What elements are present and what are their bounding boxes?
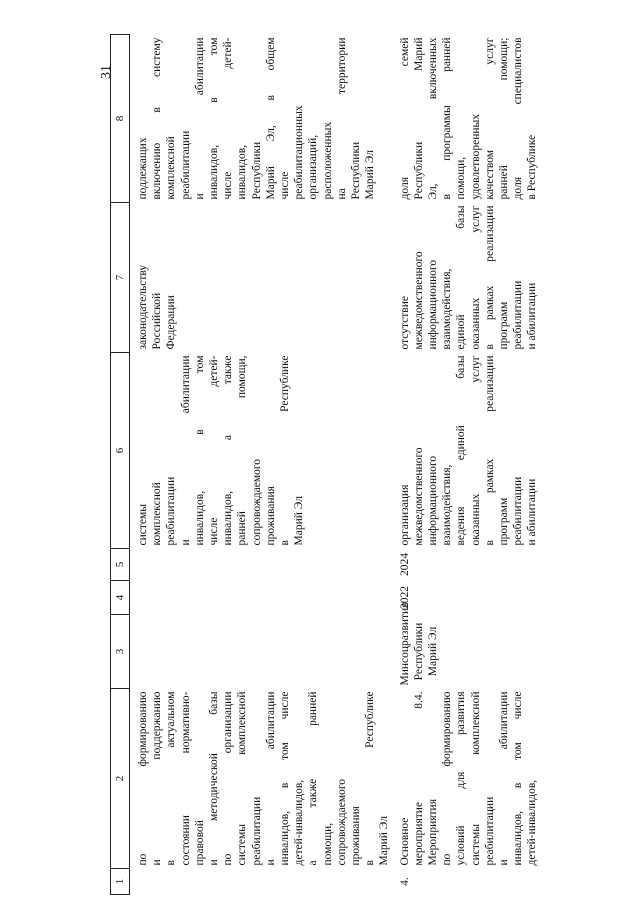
text-line: реабилитации (179, 130, 192, 200)
text-line: Эл, включенных (427, 37, 440, 200)
text-line: Марий Эл (378, 816, 391, 866)
text-line: в рамках реализации (483, 205, 496, 350)
column-header: 8 (111, 35, 130, 203)
column-header: 2 (111, 689, 130, 869)
column-header: 1 (111, 869, 130, 895)
text-line: и абилитации (526, 478, 539, 546)
text-line: по формированию (137, 691, 149, 866)
text-line: инвалидов, в том числе (279, 691, 292, 866)
text-line: детей-инвалидов, (293, 779, 306, 866)
text-line: мероприятие 8.4. (412, 691, 425, 866)
text-line: в Республике (364, 691, 377, 866)
text-line: и абилитации (264, 691, 277, 866)
text-line: организаций, (307, 134, 320, 200)
text-line: организация (398, 484, 411, 546)
text-line: Республики Марий (412, 37, 425, 200)
text-line: инвалидов, (236, 144, 249, 200)
text-line: реабилитации (483, 796, 496, 866)
text-line: ранней помощи, (236, 355, 249, 546)
text-line: реабилитации (165, 476, 178, 546)
text-line: информационного (427, 259, 440, 350)
text-line: программ (498, 301, 511, 350)
column-header: 6 (111, 353, 130, 549)
text-line: правовой (193, 820, 206, 866)
text-line: числе детей- (222, 37, 235, 200)
text-line: Марий Эл (293, 496, 306, 546)
text-line: Марий Эл (427, 626, 440, 677)
text-line: Республики (250, 141, 263, 200)
column-header: 4 (111, 581, 130, 615)
text-line: оказанных услуг (469, 355, 482, 546)
text-line: межведомственного (412, 251, 425, 350)
table-row-4 (398, 35, 540, 895)
cell-number: 4. (398, 877, 411, 886)
text-line: доля семей (398, 37, 411, 200)
text-line: и поддержанию (151, 691, 164, 866)
text-line: а также ранней (307, 691, 320, 866)
text-line: инвалидов, а также (222, 355, 235, 546)
table-header-row (111, 35, 130, 895)
text-line: состоянии нормативно- (179, 691, 192, 866)
text-line: включению в систему (151, 37, 164, 200)
text-line: системы комплексной (469, 691, 482, 866)
text-line: числе детей- (208, 355, 221, 546)
text-line: реабилитационных (293, 105, 306, 200)
text-line: отсутствие (398, 296, 411, 350)
table-row-continuation (136, 35, 392, 895)
cell-measure-name (136, 689, 392, 869)
text-line: системы (137, 504, 149, 546)
text-line: и абилитации (179, 355, 192, 546)
text-line: качеством услуг (483, 37, 496, 200)
cell-consequences (398, 203, 540, 353)
text-line: взаимодействия, (441, 464, 454, 546)
text-line: ведения единой базы (455, 355, 468, 546)
text-line: по организации (222, 691, 235, 866)
text-line: в программы ранней (441, 37, 454, 200)
text-line: ранней помощи; (498, 37, 511, 200)
cell-start-year (136, 581, 392, 615)
text-line: Российской (151, 292, 164, 350)
text-line: проживания (264, 486, 277, 546)
cell-start-year: 2022 (398, 586, 411, 609)
text-line: в Республике (526, 134, 539, 200)
cell-executor (398, 602, 540, 689)
cell-expected-result (136, 353, 392, 549)
text-line: межведомственного (412, 447, 425, 546)
cell-indicator (398, 35, 540, 203)
text-line: сопровождаемого (335, 778, 348, 866)
text-line: комплексной (151, 482, 164, 546)
text-line: единой базы (455, 205, 468, 350)
text-line: доля специалистов (512, 37, 525, 200)
text-line: в актуальном (165, 691, 178, 866)
text-line: на территории (335, 37, 348, 200)
text-line: и методической базы (208, 691, 221, 866)
cell-number (136, 869, 392, 895)
text-line: законодательству (137, 264, 149, 350)
text-line: комплексной (165, 136, 178, 200)
text-line: и абилитации (526, 282, 539, 350)
text-line: помощи, (455, 156, 468, 200)
text-line: Республики (350, 141, 363, 200)
text-line: взаимодействия, (441, 268, 454, 350)
text-line: инвалидов, в том числе (512, 691, 525, 866)
cell-end-year (136, 549, 392, 581)
cell-consequences (136, 203, 392, 353)
text-line: реабилитации (512, 476, 525, 546)
text-line: помощи, (321, 822, 334, 866)
text-line: условий для развития (455, 691, 468, 866)
text-line: в рамках реализации (483, 355, 496, 546)
text-line: Марий Эл, в общем (264, 37, 277, 200)
text-line: Федерации (165, 295, 178, 350)
text-line: реабилитации (250, 796, 263, 866)
text-line: инвалидов, в том (208, 37, 221, 200)
text-line: в Республике (279, 355, 292, 546)
text-line: инвалидов, в том (193, 355, 206, 546)
text-line: Республики (412, 622, 425, 681)
text-line: системы комплексной (236, 691, 249, 866)
text-line: реабилитации (512, 280, 525, 350)
cell-measure-name (398, 689, 540, 869)
page-number: 31 (99, 65, 114, 79)
text-line: и абилитации (193, 37, 206, 200)
text-line: подлежащих (137, 137, 149, 200)
text-line: программ (498, 497, 511, 546)
cell-indicator (136, 35, 392, 203)
cell-end-year: 2024 (398, 553, 411, 576)
text-line: оказанных услуг (469, 205, 482, 350)
text-line: Марий Эл (364, 150, 377, 200)
text-line: и абилитации (498, 691, 511, 866)
text-line: Основное (398, 817, 411, 866)
cell-expected-result (398, 353, 540, 549)
text-line: по формированию (441, 691, 454, 866)
cell-executor (136, 615, 392, 689)
column-header: 7 (111, 203, 130, 353)
text-line: удовлетворенных (469, 113, 482, 200)
text-line: числе (279, 171, 292, 200)
program-measures-table (110, 34, 540, 895)
column-header: 3 (111, 615, 130, 689)
text-line: детей-инвалидов, (526, 779, 539, 866)
text-line: Мероприятия (427, 799, 440, 866)
rotated-table-container (110, 35, 575, 895)
text-line: Минсоцразвития (398, 602, 411, 686)
text-line: расположенных (321, 121, 334, 200)
text-line: информационного (427, 455, 440, 546)
text-line: проживания (350, 806, 363, 866)
text-line: сопровождаемого (250, 458, 263, 546)
column-header: 5 (111, 549, 130, 581)
